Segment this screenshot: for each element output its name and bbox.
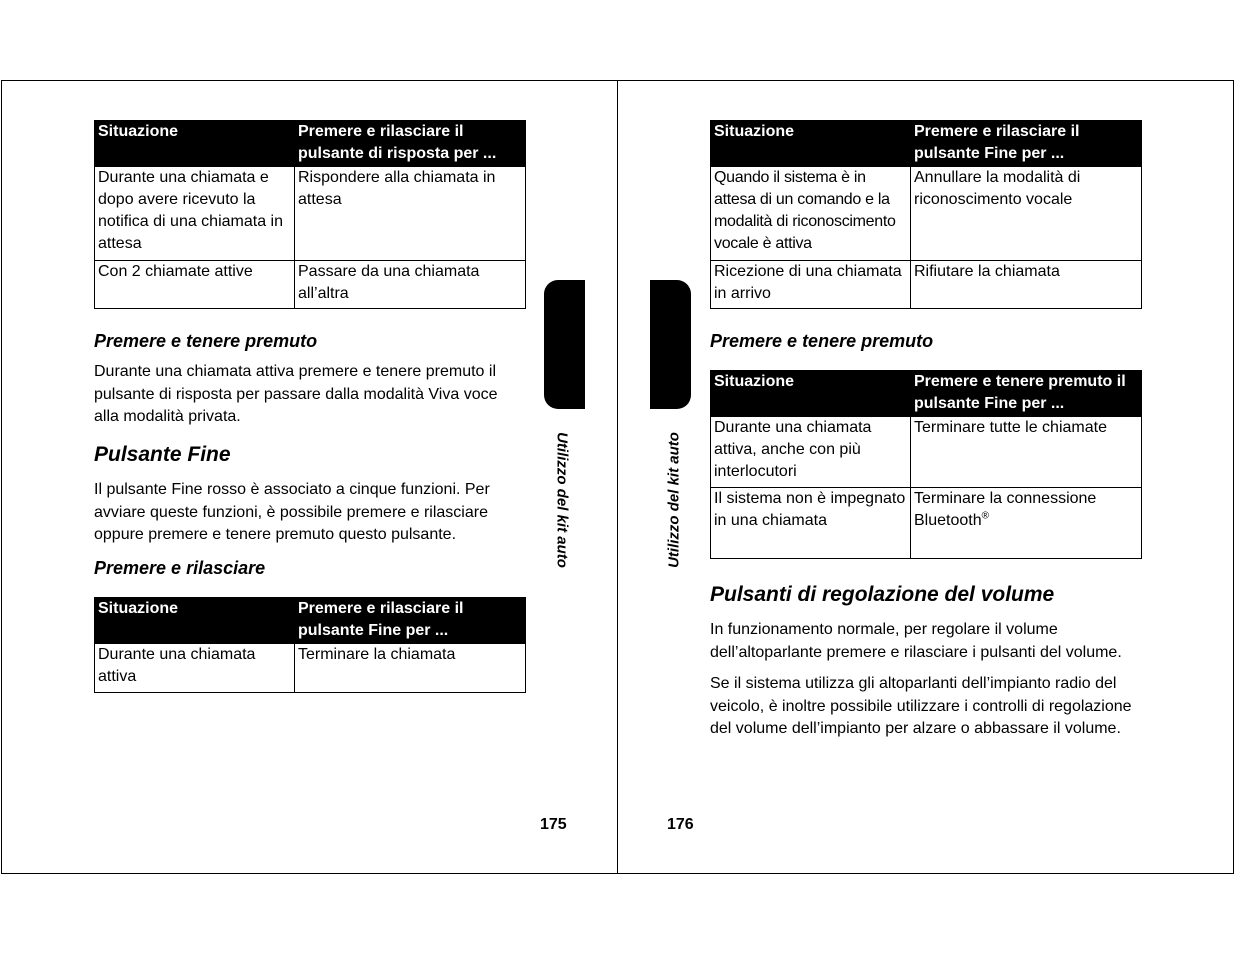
- body-paragraph: Durante una chiamata attiva premere e tenere premuto il pulsante di risposta per passare dalla modalità Viva voce alla modalità privata.: [94, 363, 498, 425]
- table-cell: Con 2 chiamate attive: [95, 261, 295, 309]
- section-heading: Premere e tenere premuto: [94, 331, 318, 351]
- table-cell: Terminare tutte le chiamate: [911, 417, 1142, 488]
- table-cell: Il sistema non è impegnato in una chiamata: [711, 488, 911, 559]
- table-cell: Durante una chiamata attiva, anche con più interlocutori: [711, 417, 911, 488]
- chapter-tab: [544, 280, 585, 409]
- table-row: [95, 644, 526, 693]
- table-row: [95, 167, 526, 261]
- table-cell: Terminare la chiamata: [295, 644, 526, 693]
- page-divider: [617, 80, 618, 874]
- table-cell: Durante una chiamata e dopo avere ricevuto la notifica di una chiamata in attesa: [95, 167, 295, 261]
- table-cell: Annullare la modalità di riconoscimento vocale: [911, 167, 1142, 261]
- table-header: Situazione: [95, 598, 295, 644]
- left-table-fine-press: [94, 597, 526, 693]
- body-paragraph: Se il sistema utilizza gli altoparlanti dell’impianto radio del veicolo, è inoltre possibile utilizzare i controlli di regolazione del volume dell’impianto per alzare o abbassare il volume.: [710, 675, 1132, 737]
- table-row: [711, 167, 1142, 261]
- table-header: Situazione: [711, 121, 911, 167]
- table-row: [711, 488, 1142, 559]
- table-header: Premere e tenere premuto il pulsante Fine per ...: [911, 371, 1142, 417]
- table-header: Premere e rilasciare il pulsante di risposta per ...: [295, 121, 526, 167]
- table-row: [711, 417, 1142, 488]
- right-table-fine-press: [710, 120, 1142, 309]
- body-paragraph: Il pulsante Fine rosso è associato a cinque funzioni. Per avviare queste funzioni, è possibile premere e rilasciare oppure premere e tenere premuto questo pulsante.: [94, 481, 490, 543]
- chapter-tab: [650, 280, 691, 409]
- section-title: Pulsante Fine: [94, 443, 231, 466]
- table-header: Premere e rilasciare il pulsante Fine per ...: [295, 598, 526, 644]
- registered-mark: ®: [981, 510, 989, 522]
- body-paragraph: In funzionamento normale, per regolare il volume dell’altoparlante premere e rilasciare i pulsanti del volume.: [710, 621, 1122, 661]
- table-row: [95, 261, 526, 309]
- page-number: 176: [667, 816, 694, 833]
- page-number: 175: [540, 816, 567, 833]
- table-row: [711, 261, 1142, 309]
- table-cell: [911, 488, 1142, 559]
- table-cell: Durante una chiamata attiva: [95, 644, 295, 693]
- table-cell: Passare da una chiamata all’altra: [295, 261, 526, 309]
- table-header: Situazione: [95, 121, 295, 167]
- section-heading: Premere e tenere premuto: [710, 331, 934, 351]
- cell-text: Terminare la connessione Bluetooth: [914, 490, 1097, 529]
- chapter-side-label: Utilizzo del kit auto: [665, 432, 683, 568]
- chapter-side-label: Utilizzo del kit auto: [553, 432, 571, 568]
- right-table-fine-hold: [710, 370, 1142, 559]
- table-cell: Ricezione di una chiamata in arrivo: [711, 261, 911, 309]
- section-title: Pulsanti di regolazione del volume: [710, 583, 1055, 606]
- left-table-answer-press: [94, 120, 526, 309]
- table-header: Situazione: [711, 371, 911, 417]
- table-header: Premere e rilasciare il pulsante Fine per ...: [911, 121, 1142, 167]
- section-heading: Premere e rilasciare: [94, 558, 266, 578]
- table-cell: Rifiutare la chiamata: [911, 261, 1142, 309]
- table-cell: Rispondere alla chiamata in attesa: [295, 167, 526, 261]
- table-cell: Quando il sistema è in attesa di un comando e la modalità di riconoscimento vocale è attiva: [711, 167, 911, 261]
